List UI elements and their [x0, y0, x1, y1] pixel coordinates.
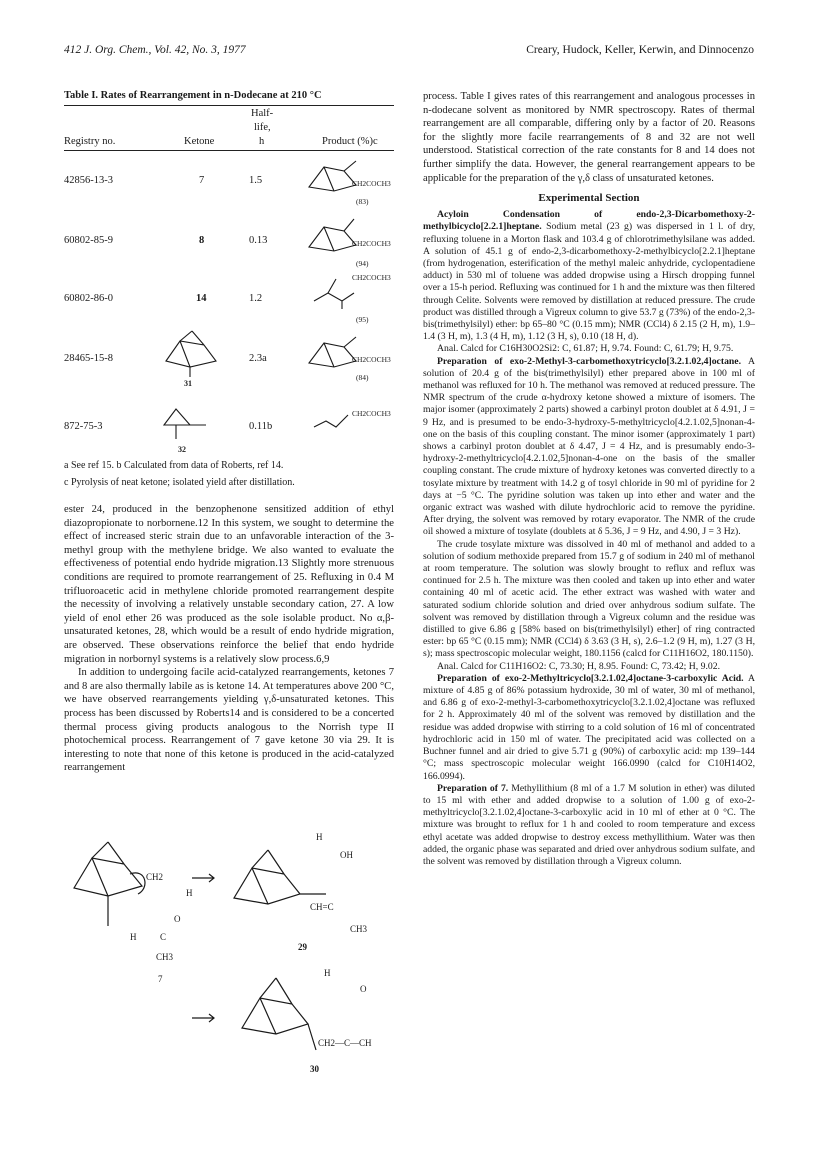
product-label: CH2COCH3 [352, 355, 391, 364]
registry-no: 42856-13-3 [64, 175, 113, 186]
ketone-no: 8 [199, 235, 205, 246]
col-product: Product (%)c [322, 136, 378, 147]
col-halflife-1: Half- [251, 108, 274, 119]
exp-text-acyloin: Sodium metal (23 g) was dispersed in 1 l. of dry, refluxing toluene in a Morton flask and 103.4 g of chlorotrimethylsilane was added. A solution of 45.1 g of endo-2,3-dicarbomethoxy-2-methylbicyclo[2.2.1]heptane (from hydrogenation, esterification of the methyl maleic anhydride, cyclopentadiene adduct) in 530 ml of toluene was added dropwise using a Hirsch dropping funnel over a 15-h period. Refluxing was continued for 1 h and the mixture was then filtered through Celite. Solvents were removed by distillation at reduced pressure. The crude product was distilled through a Vigreux column to give 53.7 g (73%) of the endo-2,3-bis(trimethylsilyl) ether: bp 65–80 °C (0.15 mm); NMR (CCl4) δ 2.15 (2 H, m), 1.9–1.4 (3 H, m), 1.3 (4 H, m), 1.12 (3 H, s), 0.10 (18 H, d). [423, 221, 755, 343]
author-line: Creary, Hudock, Keller, Kerwin, and Dinnocenzo [526, 44, 754, 56]
scheme-label-7: 7 [158, 974, 163, 984]
page-header [64, 44, 754, 60]
section-title: Experimental Section [538, 192, 640, 205]
scheme-t-chain: CH2—C—CH [318, 1038, 372, 1048]
halflife: 2.3a [249, 353, 267, 364]
exp-heading-7: Preparation of 7. [437, 782, 509, 794]
registry-no: 28465-15-8 [64, 353, 113, 364]
exp-heading-acid: Preparation of exo-2-Methyltricyclo[3.2.1.02,4]octane-3-carboxylic Acid. [437, 672, 744, 684]
exp-paragraph-ester [423, 356, 755, 539]
exp-text-ester: A solution of 20.4 g of the bis(trimethylsilyl) ether prepared above in 100 ml of methanol was refluxed for 10 h. The methanol was removed at reduced pressure. The NMR spectrum of the crude α-hydroxy ketone showed a mixture of isomers. The major isomer (approximately 2 parts) showed a carbinyl proton doublet at δ 4.91, J = 9 Hz, and is presumed to be endo-3-hydroxy-5-methyltricyclo[4.2.1.02,5]nonan-4-one on the basis of this coupling constant. The minor isomer (approximately 1 part) shows a carbinyl proton doublet at δ 4.47, J = 4 Hz, and is presumably endo-3-hydroxy-2-methyltricyclo[4.2.1.02,5]nonan-4-one on the basis of the smaller coupling constant. The crude mixture of hydroxy ketones was converted directly to a tosylate mixture by treatment with 14.2 g of tosyl chloride in 90 ml of pyridine for 2 days at −5 °C. The pyridine solution was taken up into ether and water and the organic extract was washed with dilute hydrochloric acid to remove the pyridine. After drying, the solvent was removed by rotary evaporator. The NMR of the crude oil showed a mixture of tosylate (doublets at δ 5.36, J = 9 Hz, and 4.90, J = 3 Hz). [423, 355, 755, 538]
registry-no: 60802-86-0 [64, 293, 113, 304]
col-halflife-3: h [259, 136, 265, 147]
col-halflife-2: life, [254, 122, 271, 133]
halflife: 0.13 [249, 235, 268, 246]
product-label: CH2COCH3 [352, 179, 391, 188]
product-label: CH2COCH3 [352, 409, 391, 418]
table-footnote-c: c Pyrolysis of neat ketone; isolated yield after distillation. [64, 477, 295, 488]
product-yield: (83) [356, 197, 369, 206]
product-label: CH2COCH3 [352, 273, 391, 282]
halflife: 1.2 [249, 293, 263, 304]
scheme-t-h1: H [186, 888, 193, 898]
col-ketone: Ketone [184, 136, 215, 147]
scheme-t-h2: H [130, 932, 137, 942]
halflife: 0.11b [249, 421, 273, 432]
reaction-scheme [64, 828, 394, 1088]
ketone-structure [160, 327, 230, 380]
product-yield: (95) [356, 315, 369, 324]
col-registry: Registry no. [64, 136, 116, 147]
ketone-no: 32 [178, 445, 186, 454]
journal-citation: 412 J. Org. Chem., Vol. 42, No. 3, 1977 [64, 44, 246, 56]
registry-no: 60802-85-9 [64, 235, 113, 246]
table-row [64, 151, 394, 209]
table-row [64, 391, 394, 455]
exp-anal-1: Anal. Calcd for C16H30O2Si2: C, 61.87; H, 9.74. Found: C, 61.79; H, 9.75. [437, 343, 734, 355]
table-row [64, 209, 394, 271]
product-label: CH2COCH3 [352, 239, 391, 248]
product-yield: (84) [356, 373, 369, 382]
registry-no: 872-75-3 [64, 421, 103, 432]
scheme-t-chc: CH=C [310, 902, 334, 912]
ketone-no: 14 [196, 293, 207, 304]
exp-heading-acyloin: Acyloin Condensation of endo-2,3-Dicarbomethoxy-2-methylbicyclo[2.2.1]heptane. [423, 209, 755, 233]
exp-anal-2: Anal. Calcd for C11H16O2: C, 73.30; H, 8.95. Found: C, 73.42; H, 9.02. [437, 660, 720, 672]
exp-text-acid: A mixture of 4.85 g of 86% potassium hydroxide, 30 ml of water, 30 ml of methanol, and 6.86 g of exo-2-methyl-3-carbomethoxytricyclo[3.2.1.02,4]octane was refluxed for 2 h. Approximately 40 ml of the solvent was removed by distillation and the residue was added dropwise with stirring to a cold solution of 16 ml of concentrated hydrochloric acid in 150 ml of water. The precipitated acid was collected on a Buchner funnel and air dried to give 5.71 g (90%) of carboxylic acid: mp 139–144 °C; mass spectroscopic molecular weight 166.0990 (calcd for C10H14O2, 166.0994). [423, 672, 755, 782]
exp-paragraph-tosylate: The crude tosylate mixture was dissolved in 40 ml of methanol and added to a solution of sodium methoxide prepared from 15.7 g of sodium in 240 ml of methanol at room temperature. The solution was slowly brought to reflux and reflux was continued for 2.5 h. The mixture was then cooled and taken up into ether and water containing 40 ml of acetic acid. The ether extract was washed with water and saturated sodium chloride solution and dried over anhydrous sodium sulfate. The solvent was removed by distillation through a Vigreux column and the residue was distilled to give 6.86 g [58% based on bis(trimethylsilyl) ether] of ring contracted ester: bp 65 °C (0.15 mm); NMR (CCl4) δ 3.63 (3 H, s), 2.6–1.2 (9 H, m), 1.27 (3 H, s); mass spectroscopic molecular weight, 180.1156 (calcd for C11H16O2, 180.1150). [423, 538, 755, 660]
exp-heading-ester: Preparation of exo-2-Methyl-3-carbomethoxytricyclo[3.2.1.02,4]octane. [437, 355, 742, 367]
scheme-t-ch3: CH3 [156, 952, 174, 962]
exp-paragraph-7 [423, 783, 755, 868]
right-column [423, 90, 755, 868]
scheme-drawing [64, 828, 394, 1088]
scheme-t-h3: H [316, 832, 323, 842]
scheme-t-ch3b: CH3 [350, 924, 368, 934]
table-header [64, 106, 394, 151]
scheme-label-30: 30 [310, 1064, 319, 1074]
table-title: Table I. Rates of Rearrangement in n-Dodecane at 210 °C [64, 90, 322, 101]
scheme-t-h4: H [324, 968, 331, 978]
scheme-t-c: C [160, 932, 167, 942]
ketone-structure [154, 399, 224, 448]
right-paragraph-1: process. Table I gives rates of this rearrangement and analogous processes in n-dodecane solvent as monitored by NMR spectroscopy. Rates of thermal rearrangement are all comparable, differing only by a factor of 20. Reasons for the slightly more facile rearrangements of 8 and 32 are not well understood. Statistical correction of the rate constants for 8 and 14 does not further simplify the data. However, the general rearrangement appears to be applicable for the preparation of the γ,δ class of unsaturated ketones. [423, 91, 755, 184]
left-paragraph-1: ester 24, produced in the benzophenone sensitized addition of ethyl diazopropionate to norbornene.12 In this system, we sought to determine the effect of increased steric strain due to an unfavorable interaction of the 3-methyl group with the methylene bridge. We also wanted to evaluate the effectiveness of potential endo hydride migration.13 Slightly more strenuous conditions are required to promote rearrangement of 25. Refluxing in 0.4 M trifluoroacetic acid in methylene chloride promoted rearrangement despite the necessity of involving a relatively unstable secondary cation, 27. A low yield of enol ether 26 was produced as the sole isolable product. No α,β-unsaturated ketones, 28, which would be a result of endo hydride migration, are observed. These observations reinforce the belief that endo hydride migration in norbornyl systems is a relatively slow process.6,9 [64, 504, 394, 665]
halflife: 1.5 [249, 175, 263, 186]
scheme-t-o2: O [360, 984, 367, 994]
exp-paragraph-acyloin [423, 209, 755, 343]
left-paragraph-2: In addition to undergoing facile acid-catalyzed rearrangements, ketones 7 and 8 are also thermally labile as is ketone 14. At temperatures above 200 °C, we have observed rearrangements yielding γ,δ-unsaturated ketones. This process has been discussed by Roberts14 and is considered to be a concerted thermal process giving products analogous to the Norrish type II photochemical process. Rearrangement of 7 gave ketone 30 via 29. It is interesting to note that none of this ketone is produced in the acid-catalyzed rearrangement [64, 667, 394, 774]
scheme-t-oh: OH [340, 850, 353, 860]
scheme-label-29: 29 [298, 942, 307, 952]
product-yield: (94) [356, 259, 369, 268]
table-row [64, 327, 394, 391]
scheme-t-o: O [174, 914, 181, 924]
exp-text-7: Methyllithium (8 ml of a 1.7 M solution in ether) was diluted to 15 ml with ether and added dropwise to a solution of 1.00 g of exo-2-methyltricyclo[3.2.1.02,4]octane-3-carboxylic acid in 10 ml of ether at 0 °C. The mixture was brought to reflux for 1 h and cooled to room temperature and excess ethyl acetate was added dropwise to destroy excess methyllithium. Water was then added, the organic phase was separated and dried over anhydrous sodium sulfate, and the solvent was removed by distillation through a Vigreux column. [423, 782, 755, 867]
ketone-no: 7 [199, 175, 205, 186]
exp-paragraph-acid [423, 673, 755, 783]
table-footnote-ab: a See ref 15. b Calculated from data of Roberts, ref 14. [64, 460, 284, 471]
ketone-no: 31 [184, 379, 192, 388]
table-row [64, 271, 394, 327]
scheme-t-ch2: CH2 [146, 872, 164, 882]
left-column [64, 90, 394, 775]
